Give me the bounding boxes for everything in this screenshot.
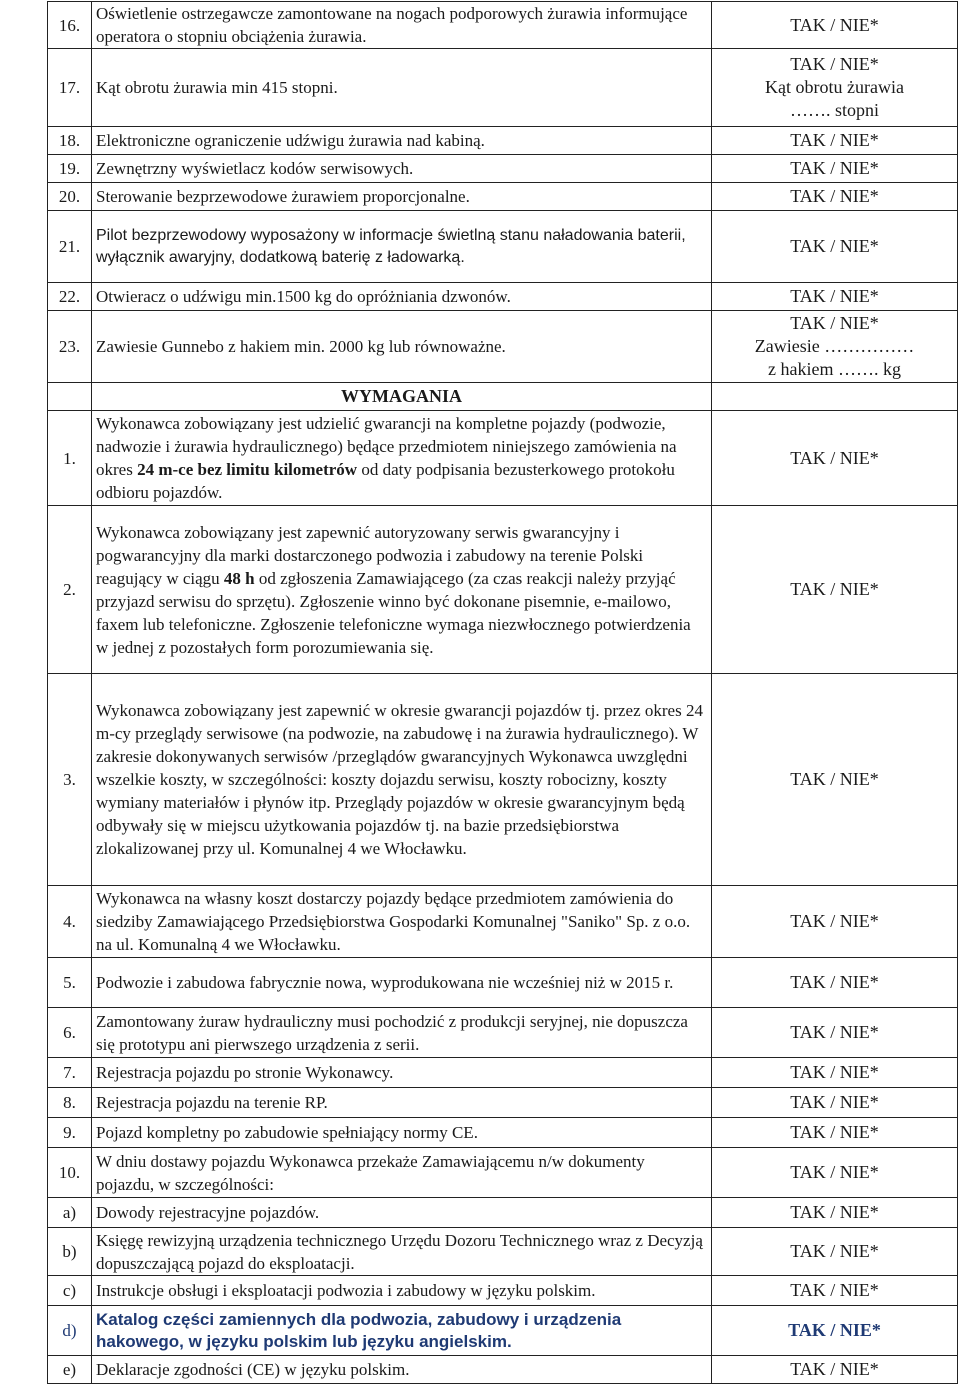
answer-choice: TAK / NIE* bbox=[712, 411, 958, 506]
section-header-row bbox=[48, 383, 958, 411]
equipment-rows bbox=[48, 2, 958, 383]
row-number: 7. bbox=[48, 1058, 92, 1088]
row-description: Zamontowany żuraw hydrauliczny musi pochodzić z produkcji seryjnej, nie dopuszcza się prototypu ani pierwszego urządzenia z serii. bbox=[92, 1008, 712, 1058]
table-row bbox=[48, 411, 958, 506]
answer-fill-line: Zawiesie …………… bbox=[754, 336, 915, 356]
row-description: Oświetlenie ostrzegawcze zamontowane na nogach podporowych żurawia informujące operatora o stopniu obciążenia żurawia. bbox=[92, 2, 712, 49]
table-row bbox=[48, 49, 958, 127]
answer-fill-line: Kąt obrotu żurawia bbox=[765, 77, 904, 97]
row-number: 4. bbox=[48, 886, 92, 958]
table-row bbox=[48, 1118, 958, 1148]
row-description: Deklaracje zgodności (CE) w języku polskim. bbox=[92, 1356, 712, 1384]
row-number: 9. bbox=[48, 1118, 92, 1148]
row-number: 16. bbox=[48, 2, 92, 49]
row-description: Zewnętrzny wyświetlacz kodów serwisowych. bbox=[92, 155, 712, 183]
row-number: 2. bbox=[48, 506, 92, 674]
answer-choice: TAK / NIE* bbox=[712, 506, 958, 674]
row-description: Wykonawca zobowiązany jest udzielić gwarancji na kompletne pojazdy (podwozie, nadwozie i żurawia hydraulicznego) będące przedmiotem niniejszego zamówienia na okres 24 m-ce bez limitu kilometrów od daty podpisania bezusterkowego protokołu odbioru pojazdów. bbox=[92, 411, 712, 506]
answer-choice: TAK / NIE* bbox=[712, 1118, 958, 1148]
answer-choice: TAK / NIE* bbox=[712, 1088, 958, 1118]
answer-choice-text: TAK / NIE* bbox=[790, 54, 879, 74]
answer-fill-line: z hakiem ……. kg bbox=[768, 359, 901, 379]
table-row bbox=[48, 283, 958, 311]
row-number: 6. bbox=[48, 1008, 92, 1058]
table-row bbox=[48, 958, 958, 1008]
row-number: 20. bbox=[48, 183, 92, 211]
answer-choice-text: TAK / NIE* bbox=[790, 236, 879, 256]
answer-choice: TAK / NIE* bbox=[712, 1306, 958, 1356]
table-row bbox=[48, 2, 958, 49]
answer-choice: TAK / NIE* bbox=[712, 886, 958, 958]
answer-choice: TAK / NIE* bbox=[712, 674, 958, 886]
answer-choice bbox=[712, 49, 958, 127]
table-row bbox=[48, 183, 958, 211]
row-description: Otwieracz o udźwigu min.1500 kg do opróżniania dzwonów. bbox=[92, 283, 712, 311]
row-description: Pojazd kompletny po zabudowie spełniający normy CE. bbox=[92, 1118, 712, 1148]
row-description: Podwozie i zabudowa fabrycznie nowa, wyprodukowana nie wcześniej niż w 2015 r. bbox=[92, 958, 712, 1008]
table-row bbox=[48, 1306, 958, 1356]
answer-choice-text: TAK / NIE* bbox=[790, 286, 879, 306]
answer-choice bbox=[712, 155, 958, 183]
answer-choice: TAK / NIE* bbox=[712, 1148, 958, 1198]
row-number: c) bbox=[48, 1276, 92, 1306]
row-number: a) bbox=[48, 1198, 92, 1228]
answer-choice bbox=[712, 2, 958, 49]
row-description: Pilot bezprzewodowy wyposażony w informacje świetlną stanu naładowania baterii, wyłącznik awaryjny, dodatkową baterię z ładowarką. bbox=[92, 211, 712, 283]
table-row bbox=[48, 1198, 958, 1228]
row-description: Instrukcje obsługi i eksploatacji podwozia i zabudowy w języku polskim. bbox=[92, 1276, 712, 1306]
answer-choice bbox=[712, 311, 958, 383]
row-description: Księgę rewizyjną urządzenia technicznego Urzędu Dozoru Technicznego wraz z Decyzją dopuszczającą pojazd do eksploatacji. bbox=[92, 1228, 712, 1276]
row-description: Elektroniczne ograniczenie udźwigu żurawia nad kabiną. bbox=[92, 127, 712, 155]
answer-choice bbox=[712, 211, 958, 283]
answer-choice-text: TAK / NIE* bbox=[790, 158, 879, 178]
row-description: Dowody rejestracyjne pojazdów. bbox=[92, 1198, 712, 1228]
table-row bbox=[48, 674, 958, 886]
table-row bbox=[48, 311, 958, 383]
answer-choice: TAK / NIE* bbox=[712, 1058, 958, 1088]
requirements-section bbox=[48, 383, 958, 674]
row-number: 8. bbox=[48, 1088, 92, 1118]
row-number: 17. bbox=[48, 49, 92, 127]
table-row bbox=[48, 506, 958, 674]
table-row bbox=[48, 1148, 958, 1198]
table-row bbox=[48, 1008, 958, 1058]
requirements-table bbox=[47, 1, 958, 1384]
row-number: 5. bbox=[48, 958, 92, 1008]
row-description: Wykonawca zobowiązany jest zapewnić w okresie gwarancji pojazdów tj. przez okres 24 m-cy przeglądy serwisowe (na podwozie, na zabudowę i na żurawia hydraulicznego). W zakresie dokonywanych serwisów /przeglądów gwarancyjnych Wykonawca uwzględni wszelkie koszty, w szczególności: koszty dojazdu serwisu, koszty robocizny, koszty wymiany materiałów i płynów itp. Przeglądy pojazdów w okresie gwarancyjnym będą odbywały się w miejscu użytkowania pojazdów tj. na bazie przedsiębiorstwa zlokalizowanej przy ul. Komunalnej 4 we Włocławku. bbox=[92, 674, 712, 886]
answer-choice-text: TAK / NIE* bbox=[790, 313, 879, 333]
table-row bbox=[48, 1228, 958, 1276]
table-row bbox=[48, 1088, 958, 1118]
row-number: 3. bbox=[48, 674, 92, 886]
row-number: 18. bbox=[48, 127, 92, 155]
answer-choice-text: TAK / NIE* bbox=[790, 130, 879, 150]
row-description: W dniu dostawy pojazdu Wykonawca przekaże Zamawiającemu n/w dokumenty pojazdu, w szczególności: bbox=[92, 1148, 712, 1198]
answer-choice: TAK / NIE* bbox=[712, 1008, 958, 1058]
row-description: Katalog części zamiennych dla podwozia, zabudowy i urządzenia hakowego, w języku polskim lub języku angielskim. bbox=[92, 1306, 712, 1356]
row-number: d) bbox=[48, 1306, 92, 1356]
row-number: 21. bbox=[48, 211, 92, 283]
answer-choice: TAK / NIE* bbox=[712, 1276, 958, 1306]
table-row bbox=[48, 1356, 958, 1384]
row-number: 22. bbox=[48, 283, 92, 311]
row-number: b) bbox=[48, 1228, 92, 1276]
requirement-rows bbox=[48, 674, 958, 1384]
row-number: 1. bbox=[48, 411, 92, 506]
answer-choice: TAK / NIE* bbox=[712, 958, 958, 1008]
table-row bbox=[48, 155, 958, 183]
row-number: e) bbox=[48, 1356, 92, 1384]
row-number bbox=[48, 383, 92, 411]
table-row bbox=[48, 886, 958, 958]
row-description: Wykonawca zobowiązany jest zapewnić autoryzowany serwis gwarancyjny i pogwarancyjny dla marki dostarczonego podwozia i zabudowy na terenie Polski reagujący w ciągu 48 h od zgłoszenia Zamawiającego (za czas reakcji należy przyjąć przyjazd serwisu do sprzętu). Zgłoszenie winno być dokonane pisemnie, e-mailowo, faxem lub telefoniczne. Zgłoszenie telefoniczne wymaga niezwłocznego potwierdzenia w jednej z pozostałych form porozumiewania się. bbox=[92, 506, 712, 674]
row-number: 10. bbox=[48, 1148, 92, 1198]
answer-fill-line: ……. stopni bbox=[789, 100, 879, 120]
answer-choice-text: TAK / NIE* bbox=[790, 186, 879, 206]
row-description: Rejestracja pojazdu na terenie RP. bbox=[92, 1088, 712, 1118]
row-description: Zawiesie Gunnebo z hakiem min. 2000 kg lub równoważne. bbox=[92, 311, 712, 383]
row-number: 19. bbox=[48, 155, 92, 183]
answer-choice: TAK / NIE* bbox=[712, 1356, 958, 1384]
answer-choice: TAK / NIE* bbox=[712, 1198, 958, 1228]
row-description: Wykonawca na własny koszt dostarczy pojazdy będące przedmiotem zamówienia do siedziby Zamawiającego Przedsiębiorstwa Gospodarki Komunalnej "Saniko" Sp. z o.o. na ul. Komunalną 4 we Włocławku. bbox=[92, 886, 712, 958]
row-description: Kąt obrotu żurawia min 415 stopni. bbox=[92, 49, 712, 127]
answer-choice: TAK / NIE* bbox=[712, 1228, 958, 1276]
answer-choice bbox=[712, 183, 958, 211]
row-number: 23. bbox=[48, 311, 92, 383]
answer-choice bbox=[712, 283, 958, 311]
answer-choice bbox=[712, 127, 958, 155]
table-row bbox=[48, 1058, 958, 1088]
section-title: WYMAGANIA bbox=[92, 383, 712, 411]
table-row bbox=[48, 127, 958, 155]
table-row bbox=[48, 1276, 958, 1306]
answer-choice-text: TAK / NIE* bbox=[790, 14, 879, 35]
row-description: Sterowanie bezprzewodowe żurawiem proporcjonalne. bbox=[92, 183, 712, 211]
table-row bbox=[48, 211, 958, 283]
row-description: Rejestracja pojazdu po stronie Wykonawcy. bbox=[92, 1058, 712, 1088]
